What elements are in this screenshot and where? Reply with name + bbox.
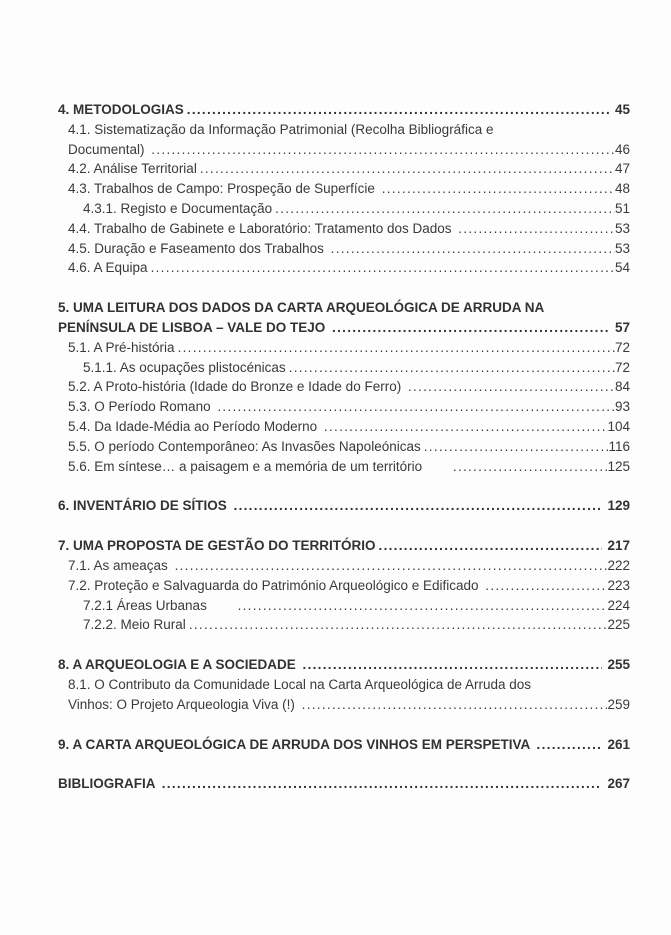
toc-page-number: 225 xyxy=(607,617,630,633)
toc-entry-line xyxy=(58,774,630,794)
toc-list xyxy=(58,100,630,794)
toc-entry-line xyxy=(58,457,630,477)
dot-leader xyxy=(534,735,603,755)
toc-entry-line xyxy=(58,397,630,417)
toc-page-number: 104 xyxy=(607,418,630,434)
toc-entry-line xyxy=(58,536,630,556)
toc-page-number: 53 xyxy=(614,220,630,236)
toc-entry-line xyxy=(58,318,630,338)
toc-page-number: 57 xyxy=(614,319,630,335)
toc-entry-line xyxy=(58,100,630,120)
toc-page-number: 48 xyxy=(614,181,630,197)
toc-entry-text: 7.2. Proteção e Salvaguarda do Património Arqueológico e Edificado xyxy=(68,577,483,593)
toc-entry-line xyxy=(58,556,630,576)
toc-entry-line xyxy=(58,675,630,695)
dot-leader xyxy=(376,536,603,556)
toc-entry-line xyxy=(58,576,630,596)
toc-page-number: 224 xyxy=(607,597,630,613)
dot-leader xyxy=(184,100,610,120)
dot-leader xyxy=(450,457,608,477)
toc-page-number: 72 xyxy=(614,339,630,355)
dot-leader xyxy=(300,655,603,675)
dot-leader xyxy=(328,239,615,259)
toc-entry-text: 4.4. Trabalho de Gabinete e Laboratório: Tratamento dos Dados xyxy=(68,220,456,236)
toc-page-number: 46 xyxy=(614,141,630,157)
toc-entry-line xyxy=(58,199,630,219)
toc-entry-line xyxy=(58,377,630,397)
toc-page-number: 54 xyxy=(614,260,630,276)
toc-entry-line xyxy=(58,120,630,140)
toc-entry-line xyxy=(58,735,630,755)
toc-entry-line xyxy=(58,496,630,516)
toc-entry-line xyxy=(58,596,630,616)
toc-entry-text: 7.1. As ameaças xyxy=(68,557,172,573)
dot-leader xyxy=(299,695,608,715)
toc-page-number: 47 xyxy=(614,161,630,177)
toc-page-number: 45 xyxy=(614,102,630,117)
toc-page-number: 51 xyxy=(614,200,630,216)
dot-leader xyxy=(235,596,608,616)
toc-entry-text: 5.1.1. As ocupações plistocénicas xyxy=(83,359,286,375)
toc-entry-text: 8. A ARQUEOLOGIA E A SOCIEDADE xyxy=(58,657,300,673)
dot-leader xyxy=(272,199,615,219)
toc-entry-line xyxy=(58,159,630,179)
toc-entry-text: 4.3. Trabalhos de Campo: Prospeção de Superfície xyxy=(68,181,379,197)
dot-leader xyxy=(231,496,603,516)
toc-page-number: 255 xyxy=(607,657,630,673)
toc-page-number: 267 xyxy=(607,776,630,792)
toc-entry-line xyxy=(58,695,630,715)
toc-page-number: 222 xyxy=(607,557,630,573)
toc-entry-text: 8.1. O Contributo da Comunidade Local na Carta Arqueológica de Arruda dos xyxy=(68,676,532,692)
dot-leader xyxy=(321,417,608,437)
dot-leader xyxy=(482,576,607,596)
toc-page-number: 259 xyxy=(607,696,630,712)
toc-entry-line xyxy=(58,298,630,318)
toc-page-number: 129 xyxy=(607,498,630,514)
toc-entry-text: 9. A CARTA ARQUEOLÓGICA DE ARRUDA DOS VINHOS EM PERSPETIVA xyxy=(58,736,534,752)
toc-entry-text: 5. UMA LEITURA DOS DADOS DA CARTA ARQUEOLÓGICA DE ARRUDA NA xyxy=(58,300,545,316)
toc-page-number: 125 xyxy=(607,458,630,474)
toc-page-number: 84 xyxy=(614,379,630,395)
dot-leader xyxy=(329,318,610,338)
toc-entry-text: 4.5. Duração e Faseamento dos Trabalhos xyxy=(68,240,328,256)
toc-page-number: 217 xyxy=(607,538,630,554)
toc-entry-text: 4.6. A Equipa xyxy=(68,260,148,276)
toc-entry-text: 6. INVENTÁRIO DE SÍTIOS xyxy=(58,498,231,514)
toc-entry-line xyxy=(58,437,630,457)
toc-entry-line xyxy=(58,338,630,358)
toc-entry-text: 5.4. Da Idade-Média ao Período Moderno xyxy=(68,418,321,434)
dot-leader xyxy=(148,258,615,278)
dot-leader xyxy=(455,219,615,239)
toc-entry-text: Vinhos: O Projeto Arqueologia Viva (!) xyxy=(68,696,299,712)
toc-entry-text: 4.3.1. Registo e Documentação xyxy=(83,200,273,216)
toc-entry-line xyxy=(58,615,630,635)
dot-leader xyxy=(421,437,609,457)
dot-leader xyxy=(172,556,608,576)
toc-entry-text: 4.1. Sistematização da Informação Patrimonial (Recolha Bibliográfica e xyxy=(68,121,494,137)
toc-entry-text: 7.2.2. Meio Rural xyxy=(83,617,186,633)
dot-leader xyxy=(405,377,615,397)
toc-entry-text: BIBLIOGRAFIA xyxy=(58,776,159,792)
toc-entry-line xyxy=(58,417,630,437)
dot-leader xyxy=(286,358,615,378)
toc-entry-line xyxy=(58,358,630,378)
dot-leader xyxy=(159,774,603,794)
toc-entry-text: 7. UMA PROPOSTA DE GESTÃO DO TERRITÓRIO xyxy=(58,538,376,554)
toc-entry-line xyxy=(58,219,630,239)
toc-page-number: 93 xyxy=(614,399,630,415)
toc-page-number: 53 xyxy=(614,240,630,256)
toc-page-number: 223 xyxy=(607,577,630,593)
toc-entry-line xyxy=(58,258,630,278)
toc-entry-text: PENÍNSULA DE LISBOA – VALE DO TEJO xyxy=(58,319,330,335)
toc-entry-text: 5.3. O Período Romano xyxy=(68,399,215,415)
toc-entry-text: 5.6. Em síntese… a paisagem e a memória de um território xyxy=(68,458,426,474)
toc-entry-text: 5.5. O período Contemporâneo: As Invasões Napoleónicas xyxy=(68,438,421,454)
toc-entry-text: 7.2.1 Áreas Urbanas xyxy=(83,597,211,613)
toc-entry-text: 4. METODOLOGIAS xyxy=(58,102,184,117)
dot-leader xyxy=(197,159,615,179)
toc-entry-text: 5.1. A Pré-história xyxy=(68,339,175,355)
dot-leader xyxy=(214,397,615,417)
toc-entry-line xyxy=(58,140,630,160)
toc-entry-line xyxy=(58,179,630,199)
dot-leader xyxy=(175,338,615,358)
toc-entry-text: 5.2. A Proto-história (Idade do Bronze e Idade do Ferro) xyxy=(68,379,405,395)
toc-entry-text: Documental) xyxy=(68,141,149,157)
dot-leader xyxy=(379,179,615,199)
dot-leader xyxy=(186,615,608,635)
toc-entry-line xyxy=(58,655,630,675)
toc-page-number: 116 xyxy=(608,438,630,454)
toc-entry-line xyxy=(58,239,630,259)
toc-entry-text: 4.2. Análise Territorial xyxy=(68,161,197,177)
toc-page-number: 72 xyxy=(614,359,630,375)
dot-leader xyxy=(148,140,615,160)
toc-page-number: 261 xyxy=(607,736,630,752)
